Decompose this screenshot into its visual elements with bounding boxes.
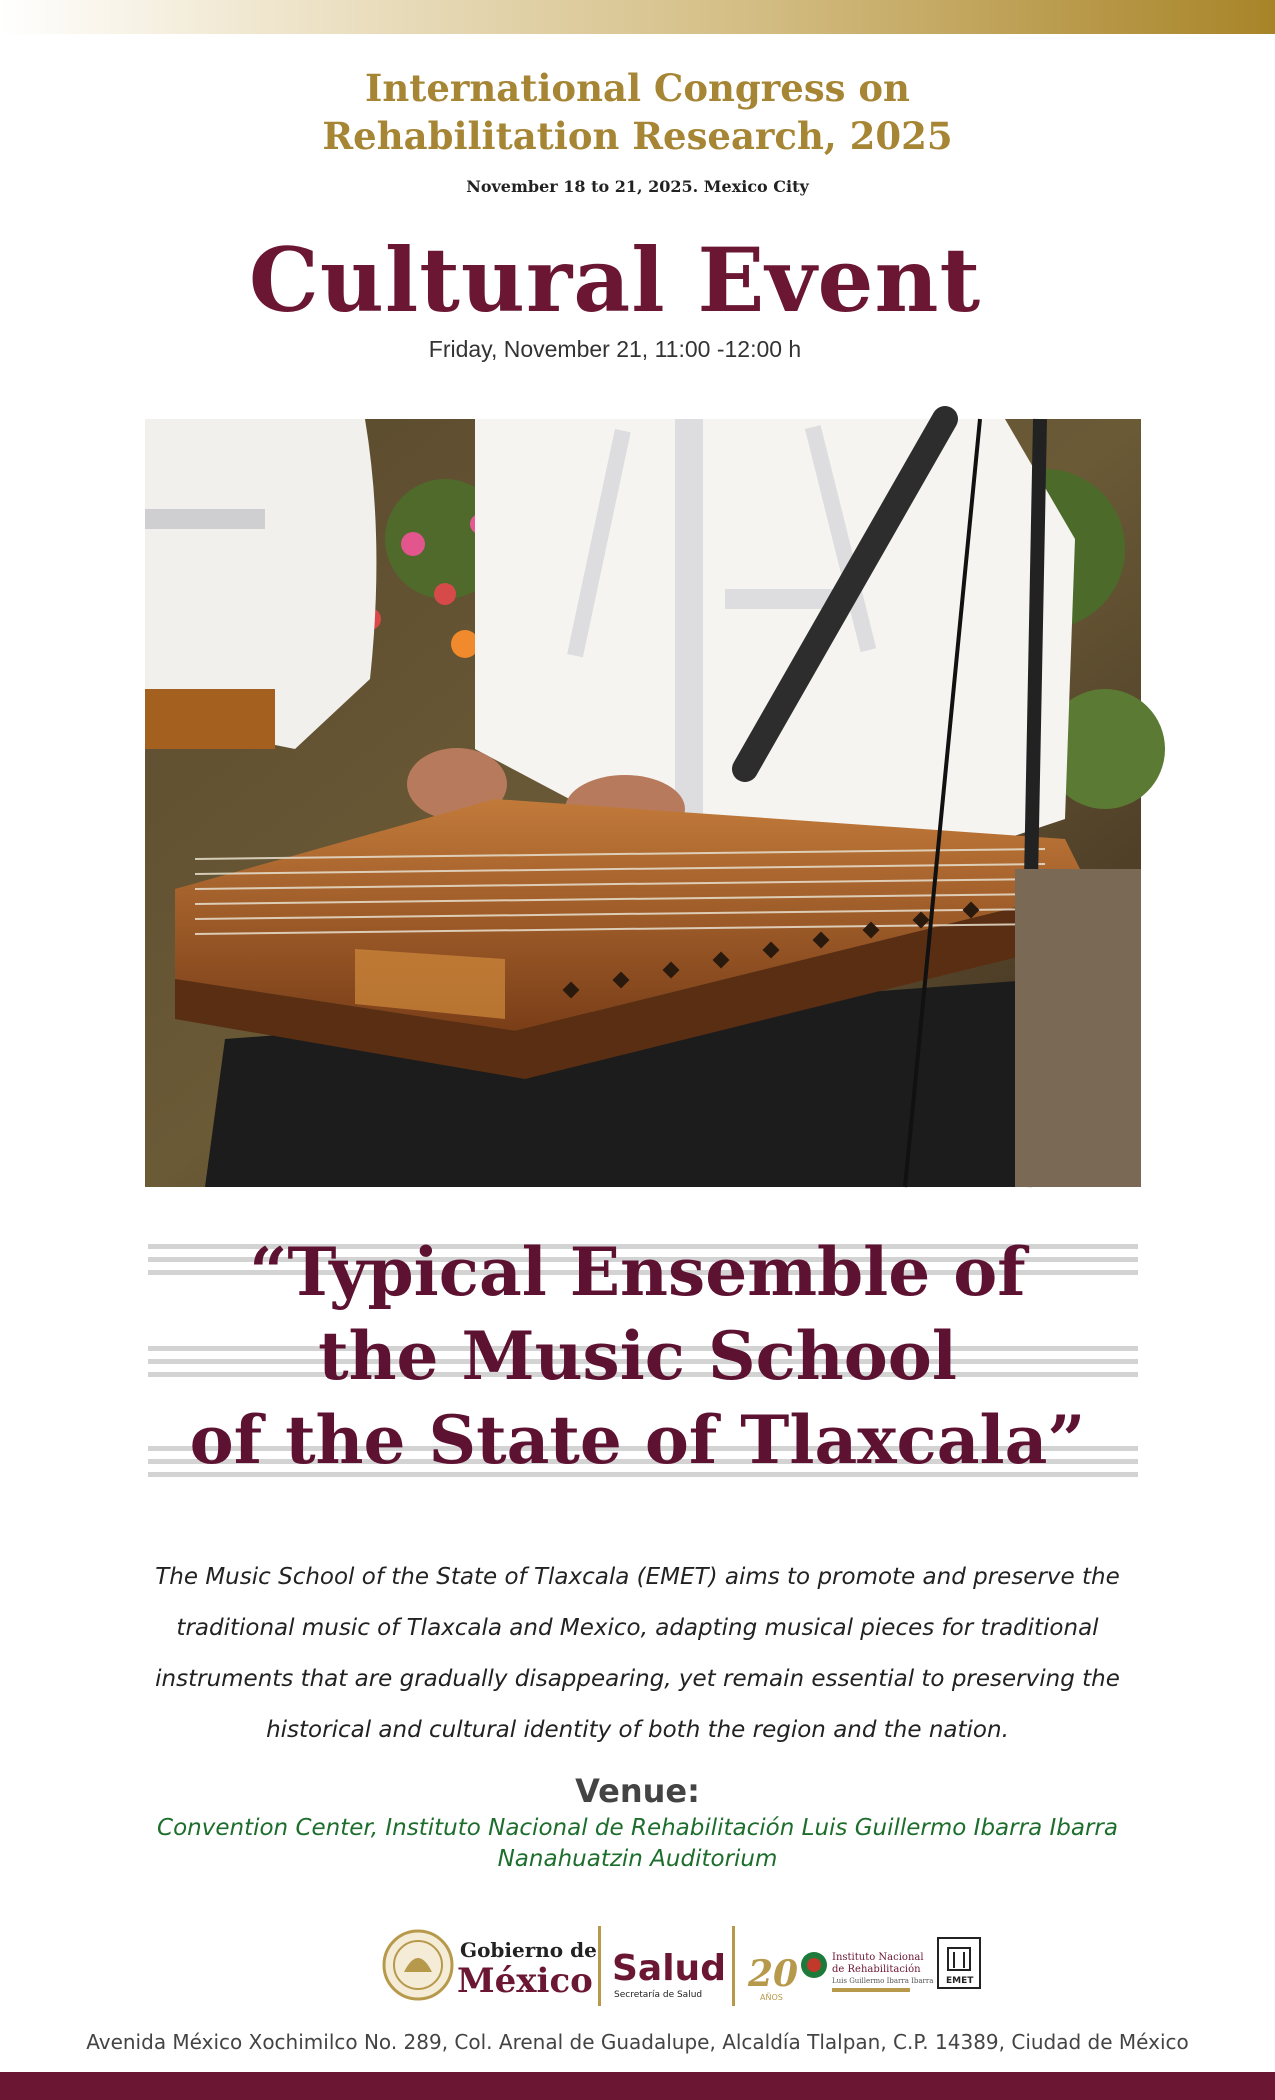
ensemble-title-line3: of the State of Tlaxcala” xyxy=(189,1401,1086,1479)
congress-title-line2: Rehabilitation Research, 2025 xyxy=(322,114,953,158)
salud-subtitle: Secretaría de Salud xyxy=(614,1990,703,2000)
sponsor-logos xyxy=(382,1920,982,2010)
sponsor-logos-strip xyxy=(382,1920,982,2010)
logo-divider-1 xyxy=(598,1926,601,2006)
description-paragraph: The Music School of the State of Tlaxcala (EMET) aims to promote and preserve the traditional music of Tlaxcala and Mexico, adapting musical pieces for traditional instruments that are gradually disappearing, yet remain essential to preserving the historical and cultural identity of both the region and the nation. xyxy=(155,1564,1120,1743)
congress-title xyxy=(0,64,1275,160)
top-gold-band xyxy=(0,0,1275,34)
ensemble-title-line1: “Typical Ensemble of xyxy=(249,1233,1026,1311)
salterio-photo-illustration xyxy=(145,419,1141,1187)
congress-title-line1: International Congress on xyxy=(365,66,910,110)
gobierno-line2: México xyxy=(457,1961,593,2001)
inr-line2: de Rehabilitación xyxy=(832,1964,921,1975)
bottom-burgundy-band xyxy=(0,2072,1275,2100)
photo-credit-line1: Salterio, Tlaxcala xyxy=(1228,1199,1243,1299)
logo-divider-2 xyxy=(732,1926,735,2006)
anniversary-number: 20 xyxy=(748,1953,799,1995)
address: Avenida México Xochimilco No. 289, Col. Arenal de Guadalupe, Alcaldía Tlalpan, C.P. 14389, Ciudad de México xyxy=(86,2030,1189,2054)
ensemble-title xyxy=(0,1230,1275,1482)
inr-line3: Luis Guillermo Ibarra Ibarra xyxy=(832,1977,934,1985)
emet-logo xyxy=(938,1938,980,1988)
venue-label: Venue: xyxy=(575,1772,700,1810)
venue-name-line2: Nanahuatzin Auditorium xyxy=(497,1846,778,1872)
salud-logo-text: Salud xyxy=(612,1948,726,1989)
event-time: Friday, November 21, 11:00 -12:00 h xyxy=(428,336,802,362)
venue-name-line1: Convention Center, Instituto Nacional de Rehabilitación Luis Guillermo Ibarra Ibarra xyxy=(157,1815,1118,1841)
mexico-seal-icon xyxy=(384,1931,452,1999)
inr-underline xyxy=(832,1988,910,1992)
photo-credit-line2: Foto Gerardo Dávalos xyxy=(1245,1171,1260,1299)
event-title: Cultural Event xyxy=(248,228,982,332)
emet-text: EMET xyxy=(946,1976,974,1986)
congress-dates: November 18 to 21, 2025. Mexico City xyxy=(466,177,809,196)
venue-name xyxy=(150,1813,1125,1875)
inr-emblem-icon xyxy=(801,1952,827,1978)
ensemble-title-line2: the Music School xyxy=(318,1317,957,1395)
gobierno-line1: Gobierno de xyxy=(460,1938,597,1962)
inr-line1: Instituto Nacional xyxy=(832,1952,924,1963)
anniversary-word: AÑOS xyxy=(760,1993,783,2002)
